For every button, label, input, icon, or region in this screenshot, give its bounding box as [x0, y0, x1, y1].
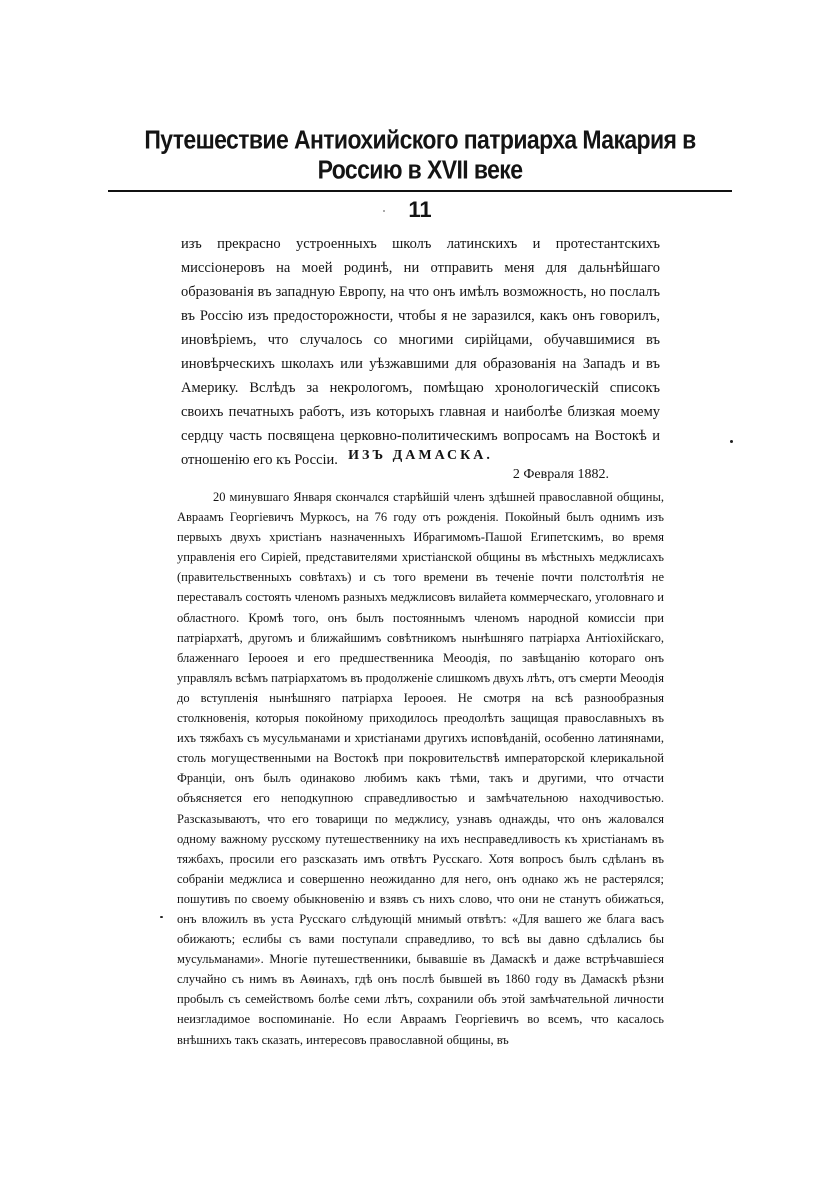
print-speck	[160, 916, 163, 918]
section-heading: ИЗЪ ДАМАСКА.	[348, 448, 493, 463]
page-header	[108, 124, 732, 223]
page-number: 11	[408, 197, 432, 222]
intro-paragraph: изъ прекрасно устроенныхъ школъ латинскихъ и протестантскихъ миссіонеровъ на моей родинѣ, ни отправить меня для дальнѣйшаго образованія въ западную Европу, на что онъ имѣлъ возможность, но послалъ въ Россію изъ предосторожности, чтобы я не заразился, какъ онъ говорилъ, иновѣріемъ, что случалось со многими сирійцами, обучавшимися въ иновѣрческихъ школахъ или уѣзжавшими для образованія на Западъ и въ Америку. Вслѣдъ за некрологомъ, помѣщаю хронологическій списокъ своихъ печатныхъ работъ, изъ которыхъ главная и наиболѣе близкая моему сердцу часть посвящена церковно-политическимъ вопросамъ на Востокѣ и отношенію его къ Россіи.	[181, 236, 660, 468]
running-title: Путешествие Антиохийского патриарха Макария в Россию в XVII веке	[144, 124, 696, 185]
print-speck	[383, 210, 385, 212]
article-paragraph: 20 минувшаго Января скончался старѣйшій членъ здѣшней православной общины, Авраамъ Георгіевичъ Муркосъ, на 76 году отъ рожденія. Покойный былъ однимъ изъ первыхъ двухъ христіанъ назначенныхъ Ибрагимомъ-Пашой Египетскимъ, во время управленія его Сиріей, представителями христіанской общины въ мѣстныхъ меджлисахъ (правительственныхъ совѣтахъ) и съ того времени въ теченіе почти полстолѣтія не переставалъ состоять членомъ разныхъ меджлисовъ вилайета коммерческаго, уголовнаго и областного. Кромѣ того, онъ былъ постояннымъ членомъ народной комиссіи при патріархатѣ, другомъ и ближайшимъ совѣтникомъ нынѣшняго патріарха Антіохійскаго, блаженнаго Іерооея и его предшественника Меоодія, по завѣщанію котораго онъ управлялъ всѣмъ патріархатомъ въ продолженіе слишкомъ двухъ лѣтъ, отъ смерти Меоодія до вступленія нынѣшняго патріарха Іерооея. Не смотря на всѣ разнообразныя столкновенія, которыя покойному приходилось преодолѣть защищая православныхъ въ ихъ тяжбахъ съ мусульманами и христіанами другихъ исповѣданій, особенно латинянами, столь могущественными на Востокѣ при покровительствѣ императорской клерикальной Франціи, онъ былъ одинаково любимъ какъ тѣми, такъ и другими, что отчасти объясняется его неподкупною справедливостью и замѣчательною находчивостью. Разсказываютъ, что его товарищи по меджлису, узнавъ однажды, что онъ жаловался одному важному русскому путешественнику на ихъ несправедливость къ христіанамъ въ тяжбахъ, просили его разсказать имъ отвѣтъ Русскаго. Хотя вопросъ былъ сдѣланъ въ собраніи меджлиса и совершенно неожиданно для него, онъ однако жъ не растерялся; пошутивъ по своему обыкновенію и взявъ съ нихъ слово, что они не станутъ обижаться, онъ вложилъ въ уста Русскаго слѣдующій мнимый отвѣтъ: «Для вашего же блага васъ обижаютъ; еслибы съ вами поступали справедливо, то всѣ вы давно сдѣлались бы мусульманами». Многіе путешественники, бывавшіе въ Дамаскѣ и даже встрѣчавшіеся случайно съ нимъ въ Аѳинахъ, гдѣ онъ послѣ бывшей въ 1860 году въ Дамаскѣ рѣзни пробылъ съ семействомъ болѣе семи лѣтъ, сохранили объ этой замѣчательной личности неизгладимое воспоминаніе. Но если Авраамъ Георгіевичъ во всемъ, что касалось внѣшнихъ такъ сказать, интересовъ православной общины, въ	[177, 490, 664, 1047]
print-speck	[730, 440, 733, 443]
dateline: 2 Февраля 1882.	[512, 467, 609, 482]
header-rule	[108, 190, 732, 192]
